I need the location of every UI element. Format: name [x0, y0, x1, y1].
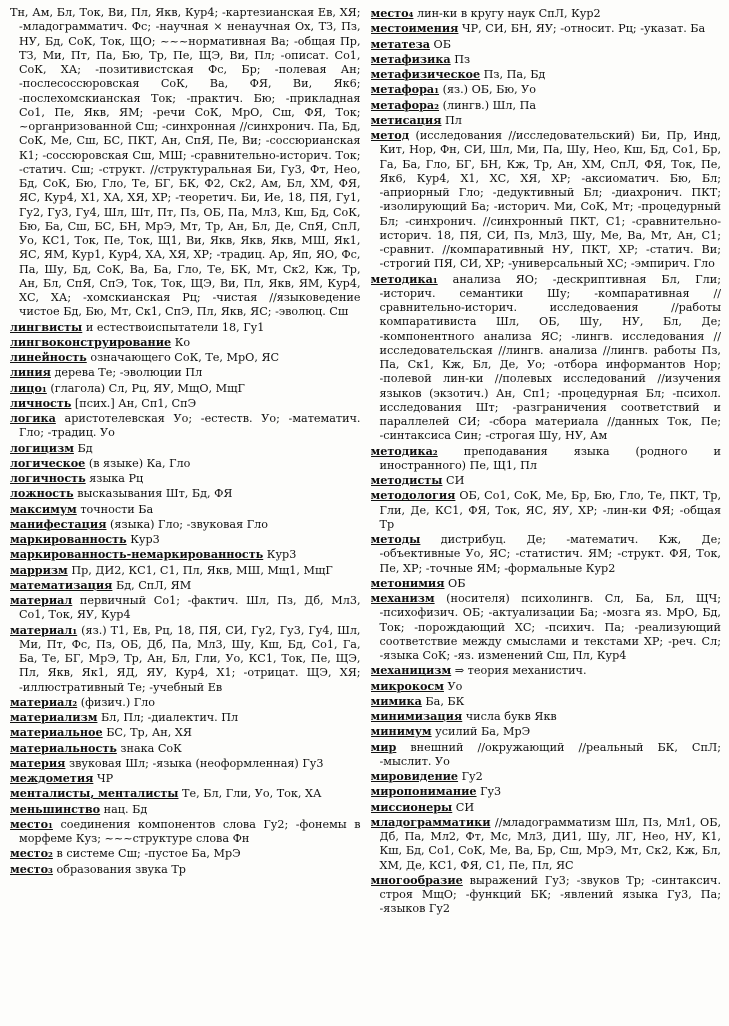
index-entry [10, 6, 361, 320]
entry-text: Ко [171, 335, 191, 349]
index-entry [371, 591, 722, 663]
entry-text: [псих.] Ан, Сп1, СпЭ [71, 396, 197, 410]
entry-headword: место₁ [10, 816, 53, 831]
entry-headword: место₂ [10, 846, 53, 861]
entry-headword: материальное [10, 725, 103, 740]
entry-headword: лингвисты [10, 319, 83, 334]
index-entry [371, 679, 722, 694]
index-entry [371, 21, 722, 36]
entry-text: Бд [73, 441, 93, 455]
index-entry [371, 272, 722, 444]
entry-text: (носителя) психолингв. Сл, Ба, Бл, ЩЧ; -психофизич. ОБ; -актуализации Ба; -мозга яз. МрО, Бд, Ток; -порождающий ХС; -психич. Па; -реализующий соответствие между смыслами и текстами ХР; -реч. Сл; -языка СоК; -яз. изменений Сш, Пл, Кур4 [379, 592, 721, 662]
entry-text: ОБ, Со1, СоК, Ме, Бр, Бю, Гло, Те, ПКТ, Тр, Гли, Де, КС1, ФЯ, Ток, ЯС, ЯУ, ХР; -лин-ки ФЯ; -общая Тр [379, 489, 721, 531]
index-entry [371, 473, 722, 488]
entry-text: звуковая Шл; -языка (неоформленная) Гу3 [65, 756, 324, 770]
entry-headword: логицизм [10, 440, 74, 455]
entry-headword: методология [370, 488, 456, 503]
entry-text: Гу3 [476, 785, 502, 799]
index-entry [10, 817, 361, 847]
index-entry [10, 846, 361, 861]
entry-text: Бл, Пл; -диалектич. Пл [97, 711, 239, 724]
index-entry [10, 563, 361, 578]
entry-headword: младограмматики [370, 814, 491, 829]
index-entry [10, 593, 361, 623]
index-entry [371, 709, 722, 724]
entry-headword: манифестация [10, 516, 107, 531]
entry-text: и естествоиспытатели 18, Гу1 [82, 320, 265, 334]
index-entry [10, 517, 361, 532]
entry-headword: методисты [370, 473, 443, 487]
entry-text: Те, Бл, Гли, Уо, Ток, ХА [178, 787, 322, 801]
index-entry [371, 800, 722, 815]
entry-text: анализа ЯО; -дескриптивная Бл, Гли; -историч. семантики Шу; -компаративная //сравнительно-историч. исследоваения //работы компаративиста Шл, ОБ, Шу, НУ, Бл, Де; -компонентного анализа ЯС; -лингв. исследования //исследовательская //лингв. анализа //лингв. работы Пз, Па, Ск1, Кж, Бл, Де, Уо; -отбора информантов Нор; -полевой лин-ки //полевых исследований //изучения языков (экзотич.) Ан, Сп1; -процедурная Бл; -психол. исследования Шт; -разграничения соответствий и параллелей СИ; -сбора материала //данных Ток, Пе; -синтаксиса Син; -строгая Шу, НУ, Ам [379, 272, 721, 443]
entry-headword: ложность [10, 486, 74, 501]
entry-text: Пр, ДИ2, КС1, С1, Пл, Якв, МШ, Мщ1, МщГ [67, 563, 333, 577]
entry-text: нац. Бд [100, 802, 148, 816]
entry-headword: менталисты, менталисты [10, 786, 179, 801]
entry-headword: микрокосм [370, 678, 444, 693]
entry-headword: материал [10, 593, 73, 607]
entry-text: числа букв Якв [462, 710, 557, 723]
index-entry [371, 724, 722, 739]
entry-text: дистрибуц. Де; -математич. Кж, Де; -объективные Уо, ЯС; -статистич. ЯМ; -структ. ФЯ, Ток, Пе, ХР; -точные ЯМ; -формальные Кур2 [379, 533, 721, 575]
index-entry [10, 320, 361, 335]
index-entry [371, 98, 722, 113]
entry-text: (глагола) Сл, Рц, ЯУ, МщО, МщГ [46, 381, 245, 395]
entry-headword: местоимения [370, 21, 459, 36]
entry-text: (в языке) Ка, Гло [85, 456, 191, 470]
index-entry [10, 381, 361, 396]
entry-headword: линия [10, 365, 51, 380]
index-entry [10, 411, 361, 441]
entry-headword: материализм [10, 710, 98, 724]
entry-text: Уо [443, 679, 463, 693]
entry-text: усилий Ба, МрЭ [431, 725, 531, 739]
entry-text: (исследования //исследовательский) Би, Пр, Инд, Кит, Нор, Фн, СИ, Шл, Ми, Па, Шу, Нео, Кш, Бд, Со1, Бр, Га, Ба, Гло, БГ, БН, Кж, Тр, Ан, ХМ, СпЛ, ФЯ, Ток, Пе, Як6, Кур4, Х1, ХС, ХЯ, ХР; -аксиоматич. Бю, Бл; -априорный Гло; -дедуктивный Бл; -диахронич. ПКТ; -изолирующий Ба; -историч. Ми, СоК, Мт; -процедурный Бл; -синхронич. //синхронный ПКТ, С1; -сравнительно-историч. 18, ПЯ, СИ, Пз, Мл3, Шу, Ме, Ва, Мт, Ан, С1; -сравнит. //компаративный НУ, ПКТ, ХР; -статич. Ви; -строгий ПЯ, СИ, ХР; -универсальный ХС; -эмпирич. Гло [379, 129, 721, 271]
entry-headword: максимум [10, 501, 77, 516]
entry-text: в системе Сш; -пустое Ба, МрЭ [52, 847, 241, 861]
index-entry [371, 740, 722, 770]
entry-headword: миропонимание [370, 784, 477, 799]
index-entry [371, 6, 722, 21]
index-entry [10, 771, 361, 786]
entry-headword: линейность [10, 350, 87, 364]
index-entry [10, 335, 361, 350]
index-entry [371, 67, 722, 82]
index-entry [371, 37, 722, 52]
index-entry [371, 784, 722, 799]
index-entry [10, 623, 361, 695]
index-entry [10, 471, 361, 486]
entry-headword: меньшинство [10, 801, 101, 816]
entry-text: Ба, БК [421, 694, 465, 708]
entry-headword: место₄ [370, 6, 414, 20]
entry-text: (яз.) ОБ, Бю, Уо [439, 83, 537, 97]
index-entry [10, 502, 361, 517]
index-entry [10, 350, 361, 365]
index-entry [371, 52, 722, 67]
index-entry [10, 441, 361, 456]
index-entry [10, 396, 361, 411]
entry-text: (яз.) Т1, Ев, Рц, 18, ПЯ, СИ, Гу2, Гу3, Гу4, Шл, Ми, Пт, Фс, Пз, ОБ, Дб, Па, Мл3, Шу, Кш, Бд, Со1, Га, Ба, Те, БГ, МрЭ, Тр, Ан, Бл, Гли, Уо, КС1, Ток, Пе, ЩЭ, Пл, Якв, Як1, ЯД, ЯУ, Кур4, Х1; -отрицат. ЩЭ, ХЯ; -иллюстративный Те; -учебный Ев [19, 623, 361, 694]
entry-headword: минимизация [370, 709, 463, 723]
entry-headword: методика₂ [370, 443, 438, 458]
entry-headword: миссионеры [370, 799, 453, 814]
index-entry [10, 365, 361, 380]
entry-text: (физич.) Гло [77, 695, 156, 709]
entry-text: лин-ки в кругу наук СпЛ, Кур2 [413, 7, 601, 20]
entry-headword: логическое [10, 455, 86, 470]
index-entry [371, 694, 722, 709]
index-entry [371, 128, 722, 272]
entry-headword: материал₂ [10, 694, 78, 709]
index-entry [10, 802, 361, 817]
entry-headword: метафора₂ [370, 97, 440, 112]
entry-text: дерева Те; -эволюции Пл [50, 366, 203, 380]
entry-text: (лингв.) Шл, Па [439, 98, 537, 112]
index-entry [10, 710, 361, 725]
index-entry [10, 547, 361, 562]
index-entry [371, 444, 722, 474]
entry-headword: место₃ [10, 861, 53, 876]
entry-headword: механизм [370, 591, 435, 605]
entry-text: СИ [442, 474, 465, 487]
entry-headword: метатеза [370, 36, 430, 51]
index-entry [371, 769, 722, 784]
index-entry [371, 815, 722, 873]
index-entry [371, 576, 722, 591]
entry-headword: материал₁ [10, 622, 78, 637]
entry-text: БС, Тр, Ан, ХЯ [102, 726, 192, 740]
entry-headword: методика₁ [370, 271, 438, 286]
entry-text: аристотелевская Уо; -естеств. Уо; -математич. Гло; -традиц. Уо [19, 412, 361, 440]
entry-headword: мимика [370, 693, 422, 708]
entry-text: первичный Со1; -фактич. Шл, Пз, Дб, Мл3, Со1, Ток, ЯУ, Кур4 [19, 594, 361, 622]
entry-text: языка Рц [85, 472, 144, 485]
entry-text: Пз [450, 52, 471, 66]
entry-headword: логика [10, 411, 56, 425]
entry-text: знака СоК [116, 741, 182, 755]
entry-headword: лицо₁ [10, 380, 47, 395]
entry-text: ЧР [93, 772, 114, 785]
index-entry [10, 695, 361, 710]
entry-headword: метафизика [370, 51, 451, 66]
entry-text: ЧР, СИ, БН, ЯУ; -относит. Рц; -указат. Ба [458, 22, 706, 36]
entry-text: Тн, Ам, Бл, Ток, Ви, Пл, Якв, Кур4; -картезианская Ев, ХЯ; -младограмматич. Фс; -научная × ненаучная Ох, ТЗ, Пз, НУ, Бд, СоК, Ток, ЩО; ~~~нормативная Ва; -общая Пр, ТЗ, Ми, Пт, Па, Бю, Тр, Пе, ЩЭ, Ви, Пл; -описат. Со1, СоК, ХА; -позитивистская Фс, Бр; -полевая Ан; -послесоссюровская СоК, Ва, ФЯ, Ви, Як6; -послехомскианская Ток; -практич. Бю; -прикладная Со1, Пе, Якв, ЯМ; -речи СоК, МрО, Сш, ФЯ, Ток; ~органризованной Сш; -синхронная //синхронич. Па, Бд, СоК, Ме, Сш, БС, ПКТ, Ан, СпЯ, Пе, Ви; -соссюрианская К1; -соссюровская Сш, МШ; -сравнительно-историч. Ток; -статич. Сш; -структ. //структуральная Би, Гу3, Фт, Нео, Бд, СоК, Бю, Гло, Те, БГ, БК, Ф2, Ск2, Ам, Бл, ХМ, ФЯ, ЯС, Кур4, Х1, ХА, ХЯ, ХР; -теоретич. Би, Ие, 18, ПЯ, Гу1, Гу2, Гу3, Гу4, Шл, Шт, Пт, Пз, ОБ, Па, Мл3, Кш, Бд, СоК, Бю, Ба, Сш, БС, БН, МрЭ, Мт, Тр, Ан, Бл, Де, СпЯ, СпЛ, Уо, КС1, Ток, Пе, Ток, Щ1, Ви, Якв, Якв, Якв, МШ, Як1, ЯС, ЯМ, Кур1, Кур4, ХА, ХЯ, ХР; -традиц. Ар, Яп, ЯО, Фс, Па, Шу, Бд, СоК, Ва, Ба, Гло, Те, БК, Мт, Ск2, Кж, Тр, Ан, Бл, СпЯ, СпЭ, Ток, Ток, ЩЭ, Ви, Пл, Якв, ЯМ, Кур4, ХС, ХА; -хомскианская Рц; -чистая //языковедение чистое Бд, Бю, Мт, Ск1, СпЭ, Пл, Якв, ЯС; -эволюц. Сш [10, 6, 361, 319]
index-entry [371, 663, 722, 678]
entry-text: (языка) Гло; -звуковая Гло [106, 517, 268, 531]
entry-text: Гу2 [458, 770, 483, 783]
entry-headword: минимум [370, 724, 432, 739]
entry-text: СИ [452, 800, 475, 814]
entry-headword: лингвоконструирование [10, 334, 172, 349]
entry-headword: мир [370, 739, 397, 754]
entry-text: высказывания Шт, Бд, ФЯ [73, 487, 233, 501]
entry-headword: математизация [10, 577, 113, 592]
entry-text: Кур3 [263, 548, 297, 562]
index-entry [371, 488, 722, 532]
index-entry [371, 113, 722, 128]
entry-headword: метафора₁ [370, 82, 440, 97]
index-entry [371, 82, 722, 97]
entry-headword: мировидение [370, 769, 459, 783]
entry-headword: методы [370, 532, 421, 546]
entry-text: ⇒ теория механистич. [451, 664, 587, 678]
index-entry [10, 756, 361, 771]
entry-headword: метод [370, 128, 410, 142]
entry-headword: маркированность-немаркированность [10, 547, 264, 562]
index-entry [10, 456, 361, 471]
entry-headword: многообразие [370, 872, 463, 887]
entry-headword: метисация [370, 112, 442, 127]
entry-text: Пз, Па, Бд [480, 68, 546, 81]
index-entry [10, 486, 361, 501]
entry-headword: личность [10, 395, 72, 410]
entry-text: внешний //окружающий //реальный БК, СпЛ; -мыслит. Уо [379, 740, 721, 768]
entry-text: образования звука Тр [52, 862, 186, 876]
index-entry [10, 786, 361, 801]
entry-headword: междометия [10, 771, 94, 785]
entry-text: Бд, СпЛ, ЯМ [112, 578, 192, 592]
right-column [371, 6, 722, 1022]
entry-headword: механицизм [370, 663, 452, 678]
entry-text: ОБ [444, 576, 466, 590]
entry-text: Пл [441, 113, 462, 127]
entry-headword: материя [10, 755, 66, 770]
index-entry [10, 741, 361, 756]
entry-headword: маркированность [10, 532, 127, 546]
entry-text: выражений Гу3; -звуков Тр; -синтаксич. строя МщО; -функций БК; -явлений языка Гу3, Па; -языков Гу2 [379, 873, 721, 916]
entry-text: означающего СоК, Те, МрО, ЯС [86, 351, 280, 364]
left-column [10, 6, 361, 1022]
entry-text: //младограмматизм Шл, Пз, Мл1, ОБ, Дб, Па, Мл2, Фт, Мс, Мл3, ДИ1, Шу, ЛГ, Нео, НУ, К1, Кш, Бд, Со1, СоК, Ме, Ва, Бр, Сш, МрЭ, Мт, Ск2, Кж, Бл, ХМ, Де, КС1, ФЯ, С1, Пе, Пл, ЯС [379, 815, 721, 872]
index-entry [371, 873, 722, 917]
index-entry [371, 532, 722, 576]
entry-text: ОБ [429, 37, 451, 51]
entry-text: Кур3 [126, 533, 160, 546]
index-entry [10, 532, 361, 547]
index-entry [10, 578, 361, 593]
entry-headword: материальность [10, 740, 117, 755]
entry-text: преподавания языка (родного и иностранного) Пе, Щ1, Пл [379, 444, 721, 472]
entry-text: соединения компонентов слова Гу2; -фонемы в морфеме Куз; ~~~структуре слова Фн [19, 817, 361, 845]
entry-headword: логичность [10, 471, 86, 485]
index-entry [10, 725, 361, 740]
entry-headword: метафизическое [370, 67, 481, 81]
entry-text: точности Ба [76, 502, 154, 516]
entry-headword: метонимия [370, 575, 445, 590]
index-entry [10, 862, 361, 877]
entry-headword: марризм [10, 562, 68, 577]
